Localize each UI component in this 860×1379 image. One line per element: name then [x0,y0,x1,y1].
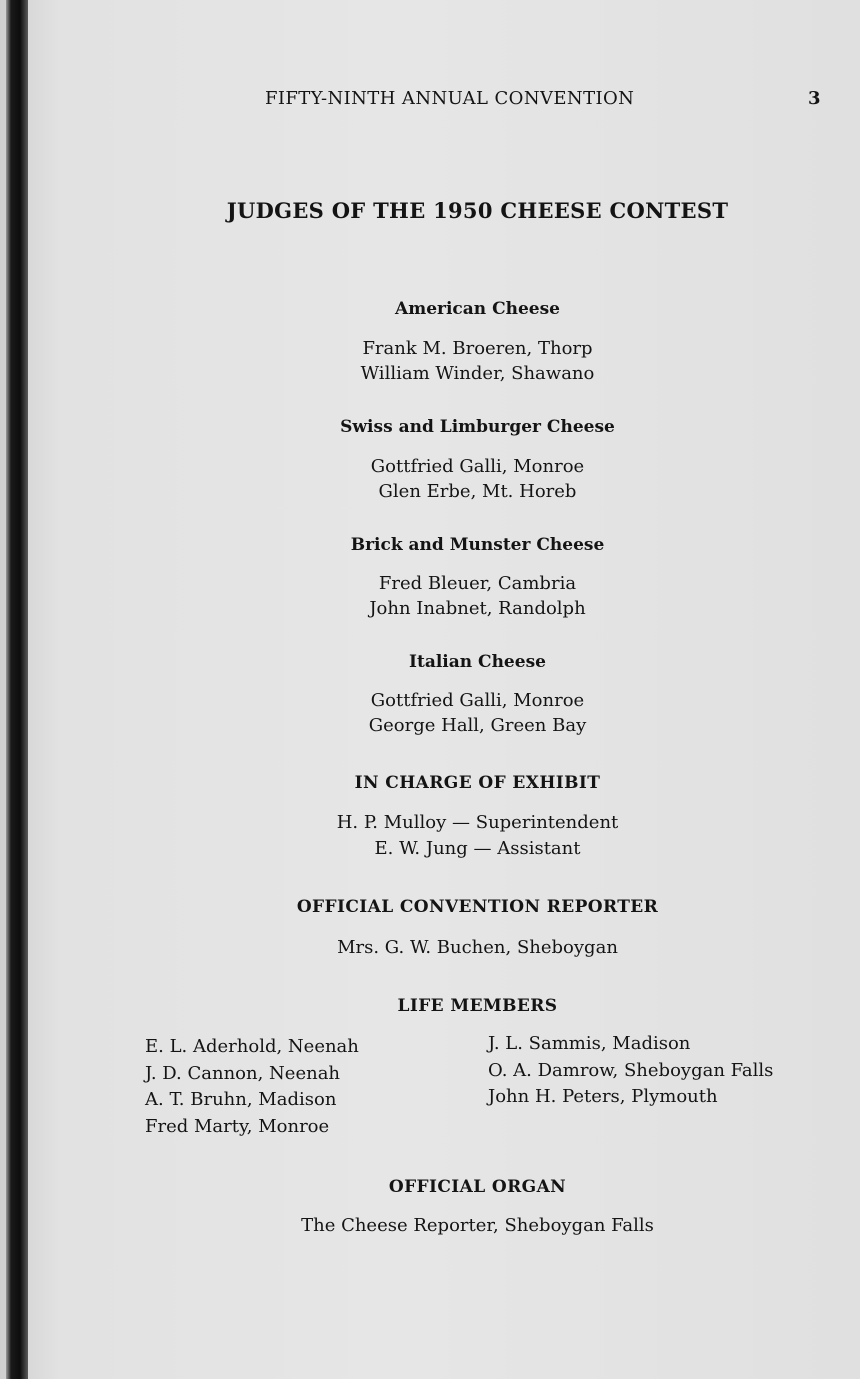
organ-heading: OFFICIAL ORGAN [388,1177,567,1197]
life-member: O. A. Damrow, Sheboygan Falls [488,1059,774,1081]
life-members-heading: LIFE MEMBERS [397,996,558,1016]
page-title: JUDGES OF THE 1950 CHEESE CONTEST [226,198,729,223]
exhibit-line: H. P. Mulloy — Superintendent [336,812,619,833]
running-header: FIFTY-NINTH ANNUAL CONVENTION [265,88,635,109]
category-heading-swiss: Swiss and Limburger Cheese [340,417,615,437]
life-member: John H. Peters, Plymouth [488,1086,718,1107]
category-heading-italian: Italian Cheese [409,652,546,672]
judge-name: Glen Erbe, Mt. Horeb [378,481,577,502]
judge-name: William Winder, Shawano [360,363,595,384]
life-member: Fred Marty, Monroe [145,1115,330,1137]
life-member: A. T. Bruhn, Madison [145,1089,337,1110]
category-heading-american: American Cheese [395,299,560,319]
exhibit-line: E. W. Jung — Assistant [374,838,581,859]
page-number: 3 [808,88,821,109]
organ-name: The Cheese Reporter, Sheboygan Falls [301,1215,654,1236]
life-member: J. D. Cannon, Neenah [145,1062,341,1084]
judge-name: Gottfried Galli, Monroe [370,456,585,477]
life-member: E. L. Aderhold, Neenah [145,1036,359,1057]
life-members-left-column [145,1034,359,1140]
judge-name: George Hall, Green Bay [368,715,587,736]
category-heading-brick: Brick and Munster Cheese [350,535,605,555]
life-members-right-column [488,1031,773,1111]
judge-name: Fred Bleuer, Cambria [378,573,577,594]
reporter-name: Mrs. G. W. Buchen, Sheboygan [337,937,618,958]
judge-name: Frank M. Broeren, Thorp [362,338,593,359]
judge-name: John Inabnet, Randolph [369,598,586,619]
reporter-heading: OFFICIAL CONVENTION REPORTER [296,897,659,917]
life-member: J. L. Sammis, Madison [488,1033,691,1054]
judge-name: Gottfried Galli, Monroe [370,690,585,711]
exhibit-heading: IN CHARGE OF EXHIBIT [354,773,601,793]
